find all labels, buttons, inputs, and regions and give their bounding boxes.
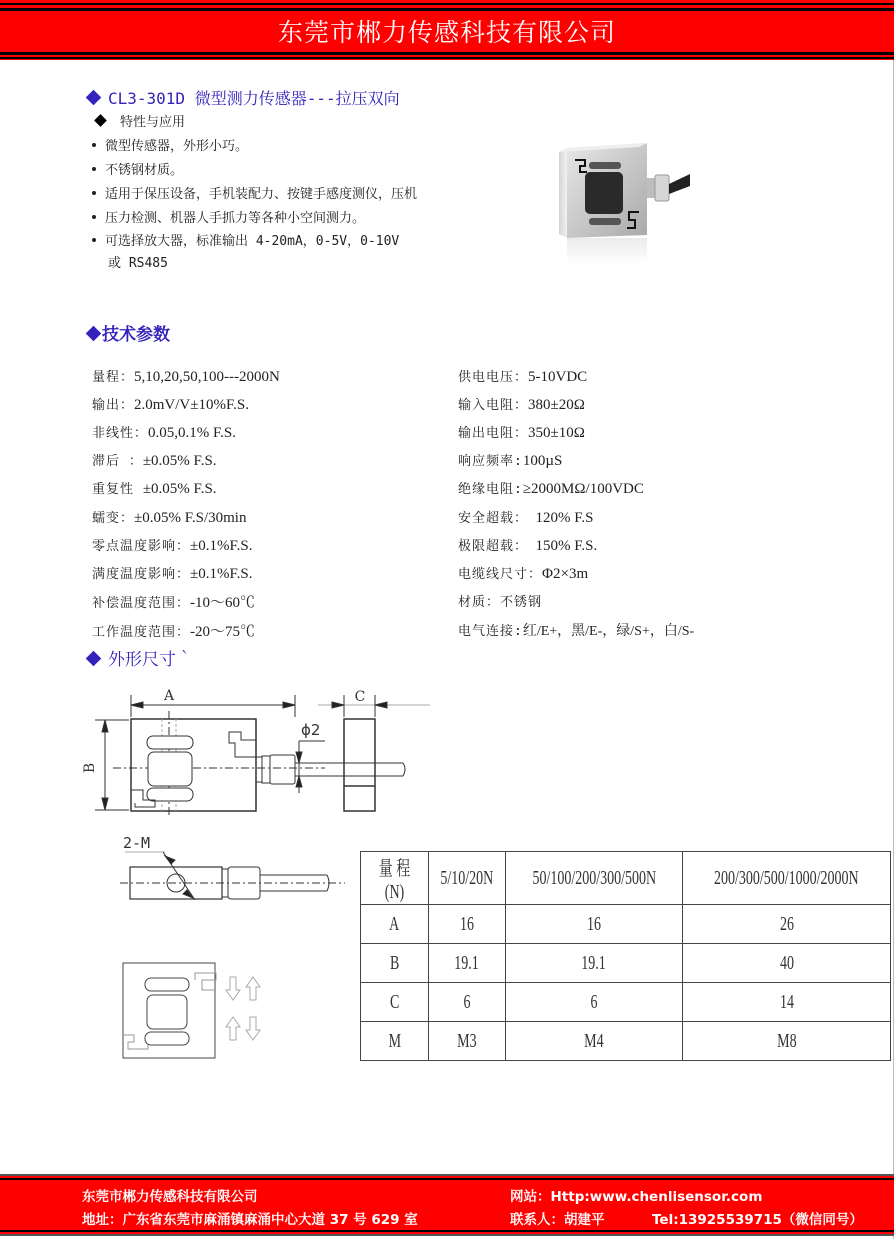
spec-zero-temp-effect <box>92 535 252 555</box>
text: 蠕变： <box>92 511 135 526</box>
text: 技术参数 <box>102 325 170 345</box>
text: 电气连接: <box>458 624 523 639</box>
footer-website[interactable]: 网站：Http:www.chenlisensor.com <box>510 1189 763 1205</box>
bullet-icon <box>92 215 96 219</box>
text: 压力检测、机器人手抓力等各种小空间测力。 <box>105 211 366 226</box>
bullet-icon <box>92 238 96 242</box>
header-company-name: 东莞市郴力传感科技有限公司 <box>277 18 616 47</box>
load-direction-drawing <box>120 960 270 1060</box>
text: 重复性 <box>92 482 143 497</box>
spec-input-resistance <box>458 394 585 414</box>
table-cell <box>361 983 429 1022</box>
text: -10～60℃ <box>190 595 256 611</box>
footer-address: 地址：广东省东莞市麻涌镇麻涌中心大道 37 号 629 室 <box>82 1212 418 1228</box>
text: ±0.05% F.S. <box>142 481 217 497</box>
table-cell <box>361 944 429 983</box>
table-cell <box>505 983 683 1022</box>
text: 19.1 <box>454 951 480 974</box>
spec-repeatability <box>92 478 217 498</box>
text: ±0.05% F.S. <box>142 453 217 469</box>
spec-nonlinearity <box>92 422 236 442</box>
text: 不锈钢 <box>500 595 543 610</box>
spec-safe-overload <box>458 507 594 527</box>
table-cell <box>683 983 891 1022</box>
text: 5/10/20N <box>440 866 494 889</box>
text: 特性与应用 <box>120 115 186 130</box>
table-cell <box>505 1022 683 1061</box>
direction-arrows-icon <box>226 977 260 1040</box>
text: 零点温度影响： <box>92 539 191 554</box>
feature-item-continuation: 或 RS485 <box>108 256 168 271</box>
dim-label-a: A <box>163 688 175 704</box>
product-title <box>88 86 400 109</box>
footer-contact: 联系人：胡建平 <box>510 1212 605 1228</box>
footer-band <box>0 1174 894 1236</box>
text: Φ2×3m <box>542 566 589 582</box>
text: 绝缘电阻: <box>458 482 523 497</box>
text: 极限超载： <box>458 539 529 554</box>
specs-heading <box>88 320 170 345</box>
text: 供电电压： <box>458 370 529 385</box>
text: 120% F.S <box>528 510 594 526</box>
spec-output-resistance <box>458 422 585 442</box>
text: 输入电阻： <box>458 398 529 413</box>
table-cell <box>683 944 891 983</box>
table-header-cell <box>683 852 891 905</box>
dim-label-c: C <box>354 689 366 705</box>
dimensions-heading <box>88 645 193 670</box>
text: 16 <box>459 912 474 935</box>
feature-item <box>92 159 183 178</box>
text: 不锈钢材质。 <box>105 163 184 178</box>
text: 26 <box>779 912 794 935</box>
text: 安全超载： <box>458 511 529 526</box>
bullet-icon <box>92 191 96 195</box>
text: 微型传感器，外形小巧。 <box>105 139 249 154</box>
footer-tel: Tel:13925539715（微信同号） <box>652 1212 863 1228</box>
table-cell <box>361 1022 429 1061</box>
text: M8 <box>776 1029 797 1052</box>
table-row <box>361 1022 891 1061</box>
spec-hysteresis <box>92 450 217 470</box>
text: ±0.05% F.S/30min <box>134 510 247 526</box>
spec-ultimate-overload <box>458 535 597 555</box>
text: 适用于保压设备，手机装配力、按键手感度测仪，压机 <box>105 187 418 202</box>
feature-item <box>92 183 417 202</box>
text: 补偿温度范围： <box>92 596 191 611</box>
table-row <box>361 905 891 944</box>
text: 0.05,0.1% F.S. <box>148 425 236 441</box>
spec-material <box>458 591 542 610</box>
top-view-drawing <box>105 832 345 922</box>
table-cell <box>361 905 429 944</box>
table-cell <box>505 944 683 983</box>
text: 红/E+，黑/E-，绿/S+，白/S- <box>522 624 695 639</box>
text: 工作温度范围： <box>92 625 191 640</box>
header-band <box>0 0 894 60</box>
text: 非线性： <box>92 426 149 441</box>
text: 19.1 <box>581 951 607 974</box>
text: 200/300/500/1000/2000N <box>714 866 859 889</box>
text: 50/100/200/300/500N <box>532 866 656 889</box>
spec-insulation-resistance <box>458 478 644 498</box>
product-photo <box>555 140 690 270</box>
text: 外形尺寸｀ <box>108 650 193 670</box>
text: 量程： <box>92 370 135 385</box>
feature-item <box>92 207 365 226</box>
table-row <box>361 944 891 983</box>
text: 2.0mV/V±10%F.S. <box>134 397 249 413</box>
text: 滞后 ： <box>92 454 143 469</box>
table-cell <box>429 944 506 983</box>
text: 40 <box>779 951 794 974</box>
spec-operating-temp <box>92 620 255 641</box>
text: ±0.1%F.S. <box>190 538 253 554</box>
table-row <box>361 983 891 1022</box>
spec-compensated-temp <box>92 591 255 612</box>
text: 100µS <box>522 453 563 469</box>
table-cell <box>505 905 683 944</box>
text: 输出： <box>92 398 135 413</box>
spec-wiring <box>458 620 694 640</box>
text: ±0.1%F.S. <box>190 566 253 582</box>
text: M4 <box>584 1029 604 1052</box>
dim-label-phi: ϕ2 <box>301 721 321 739</box>
table-cell <box>429 1022 506 1061</box>
spec-creep <box>92 507 246 527</box>
feature-item <box>92 230 399 249</box>
spec-span-temp-effect <box>92 563 252 583</box>
text: 5-10VDC <box>528 369 588 385</box>
front-view-drawing <box>82 685 415 835</box>
text: 6 <box>590 990 598 1013</box>
text: B <box>389 951 400 974</box>
text: 输出电阻： <box>458 426 529 441</box>
text: 14 <box>779 990 794 1013</box>
text: M <box>388 1029 401 1052</box>
text: 6 <box>463 990 471 1013</box>
text: C <box>389 990 400 1013</box>
table-header-row <box>361 852 891 905</box>
features-heading <box>96 111 185 130</box>
table-cell <box>429 983 506 1022</box>
text: 16 <box>586 912 601 935</box>
spec-range <box>92 366 280 386</box>
text: 可选择放大器，标准输出 4-20mA，0-5V，0-10V <box>105 234 400 249</box>
text: 350±10Ω <box>528 425 585 441</box>
text: 量 程(N) <box>378 858 411 903</box>
text: 380±20Ω <box>528 397 585 413</box>
text: 150% F.S. <box>528 538 598 554</box>
text: A <box>389 912 400 935</box>
table-header-cell <box>505 852 683 905</box>
spec-cable-size <box>458 563 588 583</box>
dim-label-m: 2-M <box>123 834 151 852</box>
diamond-bullet-icon <box>86 90 102 106</box>
spec-response-frequency <box>458 450 562 470</box>
footer-company-name: 东莞市郴力传感科技有限公司 <box>82 1189 258 1205</box>
diamond-bullet-icon <box>86 651 102 667</box>
table-cell <box>429 905 506 944</box>
diamond-bullet-icon <box>94 114 107 127</box>
bullet-icon <box>92 143 96 147</box>
text: 响应频率: <box>458 454 523 469</box>
text: M3 <box>457 1029 477 1052</box>
table-header-cell <box>361 852 429 905</box>
spec-output <box>92 394 249 414</box>
table-cell <box>683 1022 891 1061</box>
text: 满度温度影响： <box>92 567 191 582</box>
feature-item <box>92 135 248 154</box>
text: 电缆线尺寸： <box>458 567 543 582</box>
text: -20～75℃ <box>190 624 256 640</box>
text: 材质： <box>458 595 501 610</box>
dimension-table <box>360 851 891 1061</box>
spec-supply-voltage <box>458 366 587 386</box>
table-cell <box>683 905 891 944</box>
bullet-icon <box>92 167 96 171</box>
dim-label-b: B <box>82 762 98 774</box>
text: 5,10,20,50,100---2000N <box>134 369 280 385</box>
product-title-text: CL3-301D 微型测力传感器---拉压双向 <box>108 89 400 108</box>
text: ≥2000MΩ/100VDC <box>522 481 644 497</box>
diamond-bullet-icon <box>86 326 102 342</box>
table-header-cell <box>429 852 506 905</box>
